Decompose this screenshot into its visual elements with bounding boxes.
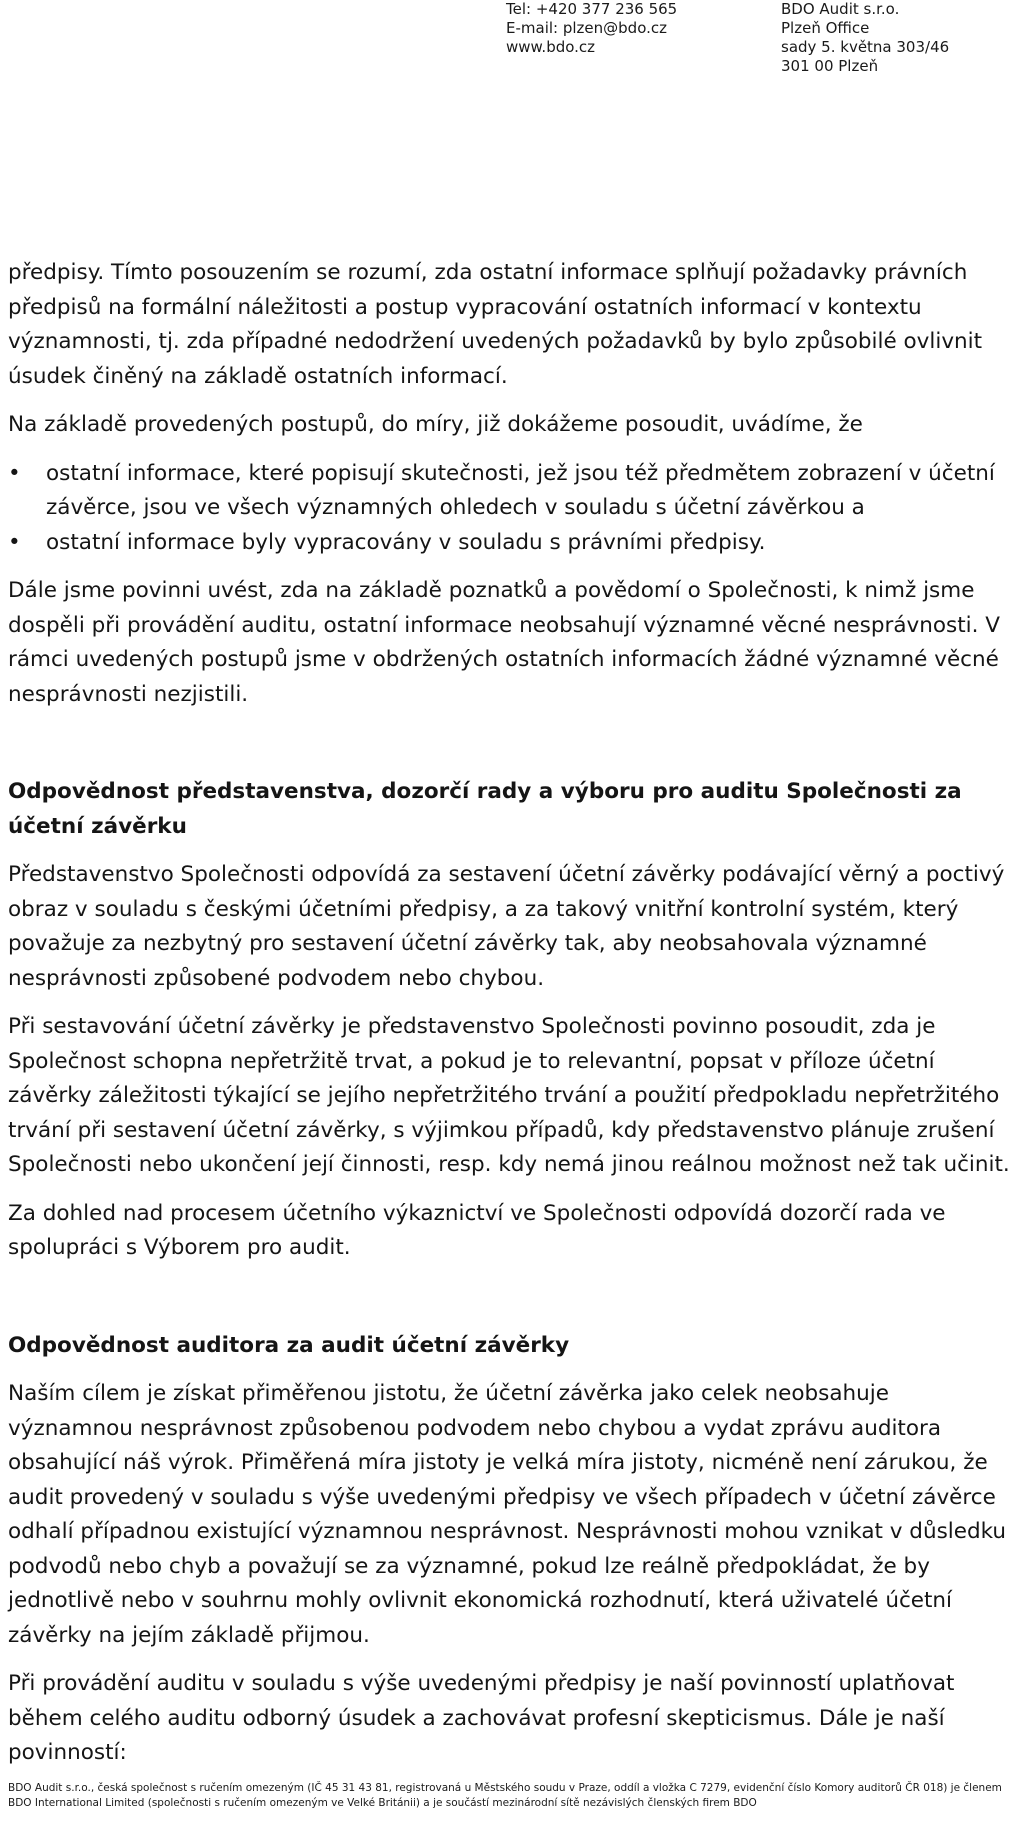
- list-item: • ostatní informace byly vypracovány v souladu s právními předpisy.: [8, 526, 1018, 561]
- document-body: [8, 256, 1018, 1771]
- section-heading-board-responsibility: Odpovědnost představenstva, dozorčí rady a výboru pro auditu Společnosti za účetní závěrku: [8, 779, 962, 839]
- office-city: 301 00 Plzeň: [781, 57, 879, 75]
- findings-list: [8, 457, 1018, 561]
- paragraph-other-information-assessment: předpisy. Tímto posouzením se rozumí, zda ostatní informace splňují požadavky právních předpisů na formální náležitosti a postup vypracování ostatních informací v kontextu významnosti, tj. zda případné nedodržení uvedených požadavků by bylo způsobilé ovlivnit úsudek činěný na základě ostatních informací.: [8, 260, 983, 389]
- paragraph-going-concern: Při sestavování účetní závěrky je představenstvo Společnosti povinno posoudit, zda je Společnost schopna nepřetržitě trvat, a pokud je to relevantní, popsat v příloze účetní závěrky záležitosti týkající se jejího nepřetržitého trvání a použití předpokladu nepřetržitého trvání při sestavení účetní závěrky, s výjimkou případů, kdy představenstvo plánuje zrušení Společnosti nebo ukončení její činnosti, resp. kdy nemá jinou reálnou možnost než tak učinit.: [8, 1014, 1010, 1177]
- list-item: • ostatní informace, které popisují skutečnosti, jež jsou též předmětem zobrazení v účetní závěrce, jsou ve všech významných ohledech v souladu s účetní závěrkou a: [8, 457, 1018, 526]
- office-street: sady 5. května 303/46: [781, 38, 950, 56]
- paragraph-misstatement-report: Dále jsme povinni uvést, zda na základě poznatků a povědomí o Společnosti, k nimž jsme dospěli při provádění auditu, ostatní informace neobsahují významné věcné nesprávnosti. V rámci uvedených postupů jsme v obdržených ostatních informacích žádné významné věcné nesprávnosti nezjistili.: [8, 578, 1000, 707]
- paragraph-professional-judgement: Při provádění auditu v souladu s výše uvedenými předpisy je naší povinností uplatňovat během celého auditu odborný úsudek a zachovávat profesní skepticismus. Dále je naší povinností:: [8, 1671, 955, 1765]
- office-branch: Plzeň Office: [781, 19, 870, 37]
- paragraph-board-responsibility: Představenstvo Společnosti odpovídá za sestavení účetní závěrky podávající věrný a poctivý obraz v souladu s českými účetními předpisy, a za takový vnitřní kontrolní systém, který považuje za nezbytný pro sestavení účetní závěrky tak, aby neobsahovala významné nesprávnosti způsobené podvodem nebo chybou.: [8, 862, 1005, 991]
- section-heading-auditor-responsibility: Odpovědnost auditora za audit účetní závěrky: [8, 1332, 570, 1358]
- header-office: [781, 0, 949, 76]
- paragraph-audit-objective: Naším cílem je získat přiměřenou jistotu, že účetní závěrka jako celek neobsahuje významnou nesprávnost způsobenou podvodem nebo chybou a vydat zprávu auditora obsahující náš výrok. Přiměřená míra jistoty je velká míra jistoty, nicméně není zárukou, že audit provedený v souladu s výše uvedenými předpisy ve všech případech v účetní závěrce odhalí případnou existující významnou nesprávnost. Nesprávnosti mohou vznikat v důsledku podvodů nebo chyb a považují se za významné, pokud lze reálně předpokládat, že by jednotlivě nebo v souhrnu mohly ovlivnit ekonomická rozhodnutí, která uživatelé účetní závěrky na jejím základě přijmou.: [8, 1381, 1007, 1648]
- company-name: BDO Audit s.r.o.: [781, 0, 900, 18]
- paragraph-procedures-intro: Na základě provedených postupů, do míry, již dokážeme posoudit, uvádíme, že: [8, 412, 863, 437]
- phone-number: Tel: +420 377 236 565: [506, 0, 678, 18]
- paragraph-supervisory-board: Za dohled nad procesem účetního výkaznictví ve Společnosti odpovídá dozorčí rada ve spolupráci s Výborem pro audit.: [8, 1200, 946, 1260]
- footer-legal-note: BDO Audit s.r.o., česká společnost s ručením omezeným (IČ 45 31 43 81, registrovaná u Městského soudu v Praze, oddíl a vložka C 7279, evidenční číslo Komory auditorů ČR 018) je členem BDO International Limited (společnosti s ručením omezeným ve Velké Británii) a je součástí mezinárodní sítě nezávislých členských firem BDO: [8, 1782, 1002, 1809]
- website: www.bdo.cz: [506, 38, 596, 56]
- header-contact: [506, 0, 677, 57]
- email-address: E-mail: plzen@bdo.cz: [506, 19, 667, 37]
